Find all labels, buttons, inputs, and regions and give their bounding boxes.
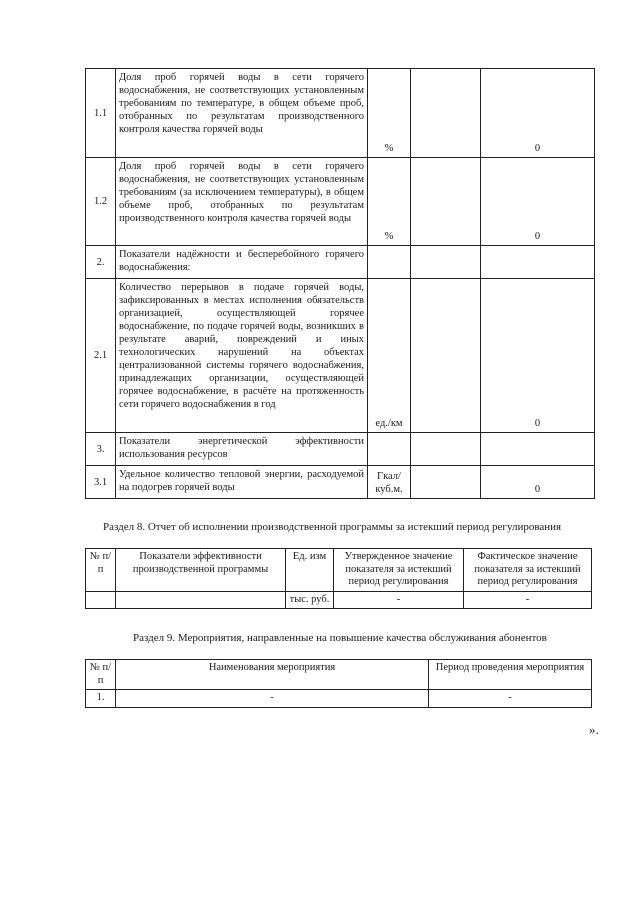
header-cell: Фактическое значение показателя за истекший период регулирования: [464, 549, 592, 592]
table-header-row: [86, 549, 592, 592]
section-9-caption: Раздел 9. Мероприятия, направленные на повышение качества обслуживания абонентов: [133, 632, 547, 644]
value-cell: 0: [481, 69, 595, 158]
row-number: 2.1: [86, 279, 116, 433]
indicator-text: Показатели надёжности и бесперебойного горячего водоснабжения:: [116, 246, 368, 279]
unit-cell: [368, 433, 411, 466]
indicator-text: Удельное количество тепловой энергии, расходуемой на подогрев горячей воды: [116, 466, 368, 499]
header-cell: № п/п: [86, 549, 116, 592]
cell: [86, 591, 116, 609]
cell: 1.: [86, 690, 116, 708]
cell: [116, 591, 286, 609]
value-cell: 0: [481, 279, 595, 433]
cell: -: [334, 591, 464, 609]
table-row: [86, 466, 595, 499]
unit-cell: %: [368, 69, 411, 158]
value-cell: 0: [481, 158, 595, 246]
unit-cell: %: [368, 158, 411, 246]
header-cell: Период проведения мероприятия: [429, 660, 592, 690]
indicators-table: [85, 68, 595, 499]
section-8-caption: Раздел 8. Отчет об исполнении производственной программы за истекший период регулирования: [103, 521, 562, 533]
table-row: [86, 69, 595, 158]
value-cell: [481, 246, 595, 279]
unit-cell: [368, 246, 411, 279]
value-cell: 0: [481, 466, 595, 499]
cell: -: [116, 690, 429, 708]
table-row: [86, 690, 592, 708]
table-row: [86, 433, 595, 466]
row-number: 1.2: [86, 158, 116, 246]
table-header-row: [86, 660, 592, 690]
row-number: 3.1: [86, 466, 116, 499]
table-row: [86, 591, 592, 609]
row-number: 1.1: [86, 69, 116, 158]
header-cell: Утвержденное значение показателя за истекший период регулирования: [334, 549, 464, 592]
value-cell: [411, 69, 481, 158]
cell: -: [429, 690, 592, 708]
indicator-text: Количество перерывов в подаче горячей воды, зафиксированных в местах исполнения обязательств организацией, осуществляющей горячее водоснабжение, по подаче горячей воды, возникших в результате аварий, повреждений и иных технологических нарушений на объектах централизованной системы горячего водоснабжения, принадлежащих организации, осуществляющей горячее водоснабжение, в расчёте на протяженность сети горячего водоснабжения в год: [116, 279, 368, 433]
value-cell: [411, 279, 481, 433]
value-cell: [411, 466, 481, 499]
indicator-text: Доля проб горячей воды в сети горячего водоснабжения, не соответствующих установленным требованиям по температуре, в общем объеме проб, отобранных по результатам производственного контроля качества горячей воды: [116, 69, 368, 158]
section-8-table: [85, 548, 592, 609]
unit-cell: ед./км: [368, 279, 411, 433]
section-9-table: [85, 659, 592, 708]
header-cell: № п/п: [86, 660, 116, 690]
row-number: 3.: [86, 433, 116, 466]
cell: тыс. руб.: [286, 591, 334, 609]
indicator-text: Доля проб горячей воды в сети горячего водоснабжения, не соответствующих установленным требованиям (за исключением температуры), в общем объеме проб, отобранных по результатам производственного контроля качества горячей воды: [116, 158, 368, 246]
value-cell: [411, 433, 481, 466]
table-row: [86, 279, 595, 433]
unit-cell: Гкал/ куб.м.: [368, 466, 411, 499]
indicator-text: Показатели энергетической эффективности использования ресурсов: [116, 433, 368, 466]
value-cell: [411, 246, 481, 279]
header-cell: Наименования мероприятия: [116, 660, 429, 690]
header-cell: Показатели эффективности производственной программы: [116, 549, 286, 592]
table-row: [86, 246, 595, 279]
value-cell: [481, 433, 595, 466]
cell: -: [464, 591, 592, 609]
value-cell: [411, 158, 481, 246]
closing-quote: ».: [589, 722, 599, 737]
header-cell: Ед. изм: [286, 549, 334, 592]
row-number: 2.: [86, 246, 116, 279]
table-row: [86, 158, 595, 246]
